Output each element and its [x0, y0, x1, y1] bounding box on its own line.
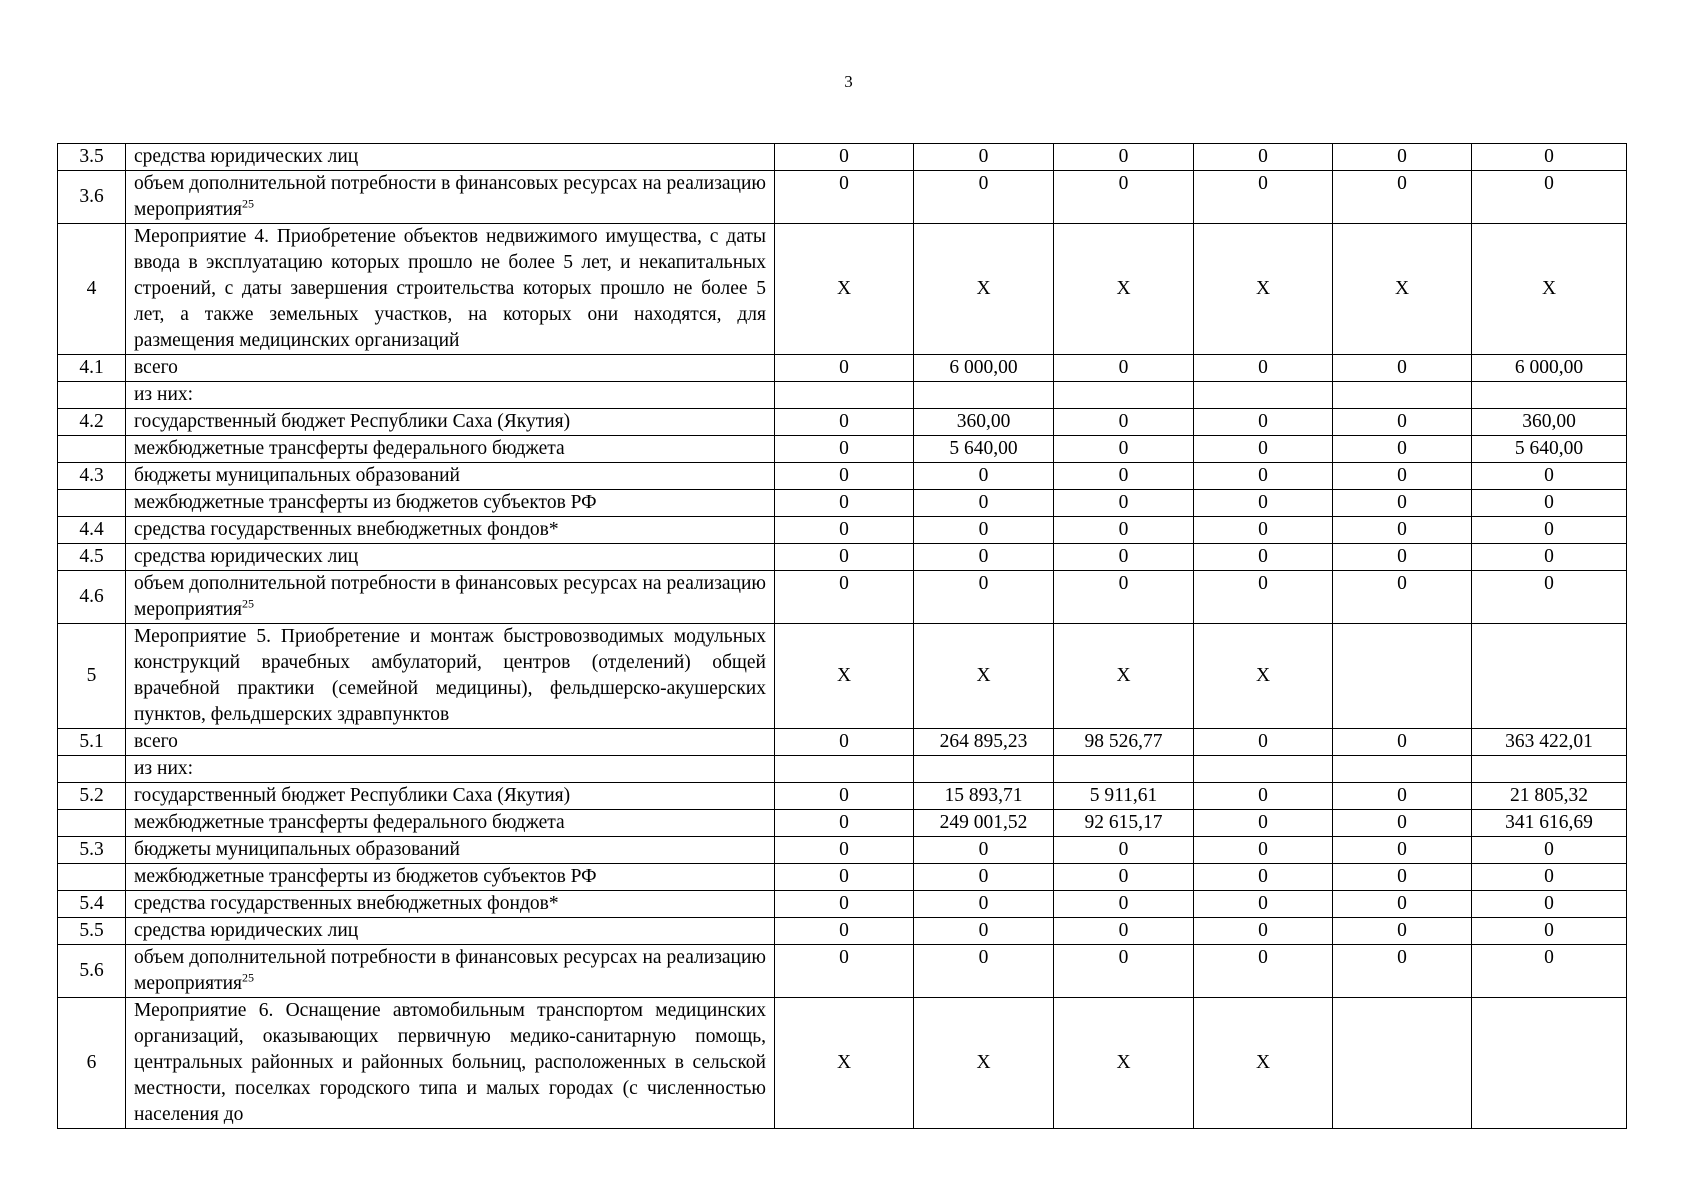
row-number — [58, 436, 126, 463]
value-cell: 0 — [1194, 355, 1333, 382]
value-cell: 0 — [1054, 918, 1194, 945]
row-name-text: бюджеты муниципальных образований — [134, 465, 460, 486]
row-name-text: Мероприятие 6. Оснащение автомобильным транспортом медицинских организаций, оказывающих первичную медико-санитарную помощь, центральных районных и районных больниц, расположенных в сельской местности, поселках городского типа и малых городах (с численностью населения до — [134, 1000, 766, 1125]
value-cell: 0 — [1333, 436, 1472, 463]
row-number: 4.1 — [58, 355, 126, 382]
value-cell: 0 — [1054, 144, 1194, 171]
value-cell: 0 — [1333, 918, 1472, 945]
row-name-text: средства государственных внебюджетных фондов* — [134, 893, 559, 914]
row-number: 5.6 — [58, 945, 126, 998]
value-cell: 0 — [1194, 810, 1333, 837]
row-number: 4 — [58, 224, 126, 355]
value-cell: 0 — [914, 918, 1054, 945]
value-cell: 0 — [1054, 864, 1194, 891]
value-cell: X — [775, 624, 914, 729]
table-row — [58, 382, 1627, 409]
value-cell: 0 — [1194, 945, 1333, 998]
table-row — [58, 624, 1627, 729]
value-cell: 0 — [1472, 945, 1627, 998]
row-name-text: государственный бюджет Республики Саха (Якутия) — [134, 411, 571, 432]
value-cell: 0 — [1194, 490, 1333, 517]
row-name-text: объем дополнительной потребности в финансовых ресурсах на реализацию мероприятия — [134, 573, 766, 620]
value-cell: 0 — [1054, 490, 1194, 517]
value-cell: 0 — [1333, 517, 1472, 544]
value-cell: 0 — [914, 544, 1054, 571]
value-cell: 0 — [1054, 891, 1194, 918]
row-number — [58, 382, 126, 409]
value-cell — [1054, 382, 1194, 409]
table-row — [58, 144, 1627, 171]
row-name — [126, 945, 775, 998]
value-cell: 0 — [1194, 891, 1333, 918]
table-row — [58, 998, 1627, 1129]
row-name-text: всего — [134, 731, 178, 752]
row-number: 5.2 — [58, 783, 126, 810]
row-name-text: бюджеты муниципальных образований — [134, 839, 460, 860]
table-row — [58, 918, 1627, 945]
value-cell: 0 — [775, 810, 914, 837]
value-cell — [1194, 756, 1333, 783]
row-number: 5.5 — [58, 918, 126, 945]
table-row — [58, 729, 1627, 756]
value-cell: 0 — [1333, 891, 1472, 918]
row-name — [126, 409, 775, 436]
value-cell: 0 — [1472, 171, 1627, 224]
value-cell — [1472, 756, 1627, 783]
value-cell: 0 — [775, 144, 914, 171]
value-cell: 0 — [1194, 544, 1333, 571]
table-row — [58, 864, 1627, 891]
value-cell: 363 422,01 — [1472, 729, 1627, 756]
row-number — [58, 490, 126, 517]
table-row — [58, 783, 1627, 810]
value-cell: 0 — [1333, 945, 1472, 998]
row-number: 3.6 — [58, 171, 126, 224]
row-name — [126, 144, 775, 171]
value-cell — [1333, 382, 1472, 409]
value-cell: 15 893,71 — [914, 783, 1054, 810]
value-cell: 0 — [775, 463, 914, 490]
row-name — [126, 998, 775, 1129]
table-body — [58, 144, 1627, 1129]
value-cell: 0 — [1194, 783, 1333, 810]
value-cell: 0 — [775, 517, 914, 544]
row-name — [126, 490, 775, 517]
value-cell: 0 — [1333, 144, 1472, 171]
value-cell: 0 — [775, 945, 914, 998]
row-name — [126, 756, 775, 783]
value-cell: 0 — [1054, 571, 1194, 624]
row-name-text: из них: — [134, 384, 194, 405]
value-cell — [775, 756, 914, 783]
value-cell: 0 — [1333, 463, 1472, 490]
value-cell: 0 — [1194, 837, 1333, 864]
value-cell: 0 — [1333, 837, 1472, 864]
value-cell: 0 — [1194, 864, 1333, 891]
value-cell: 0 — [1472, 918, 1627, 945]
value-cell: 0 — [914, 891, 1054, 918]
value-cell: 0 — [1054, 517, 1194, 544]
value-cell: 249 001,52 — [914, 810, 1054, 837]
value-cell: 0 — [775, 837, 914, 864]
value-cell: 0 — [775, 864, 914, 891]
value-cell: 0 — [1194, 729, 1333, 756]
value-cell: 360,00 — [1472, 409, 1627, 436]
value-cell: 0 — [1333, 729, 1472, 756]
value-cell: X — [1054, 624, 1194, 729]
value-cell: 264 895,23 — [914, 729, 1054, 756]
value-cell — [914, 382, 1054, 409]
table-row — [58, 224, 1627, 355]
table-row — [58, 837, 1627, 864]
value-cell: X — [1333, 224, 1472, 355]
value-cell: 0 — [1472, 837, 1627, 864]
value-cell: 0 — [1472, 490, 1627, 517]
value-cell: 0 — [1333, 810, 1472, 837]
value-cell — [775, 382, 914, 409]
value-cell — [914, 756, 1054, 783]
footnote-ref: 25 — [242, 596, 255, 611]
value-cell: 0 — [775, 729, 914, 756]
row-name — [126, 624, 775, 729]
row-name-text: объем дополнительной потребности в финансовых ресурсах на реализацию мероприятия — [134, 173, 766, 220]
row-number: 4.2 — [58, 409, 126, 436]
row-name — [126, 918, 775, 945]
value-cell: 5 640,00 — [1472, 436, 1627, 463]
value-cell: 0 — [1194, 171, 1333, 224]
value-cell: 0 — [1472, 463, 1627, 490]
value-cell: 0 — [1472, 517, 1627, 544]
value-cell: 6 000,00 — [914, 355, 1054, 382]
table-row — [58, 171, 1627, 224]
value-cell: X — [1194, 624, 1333, 729]
row-number: 4.4 — [58, 517, 126, 544]
value-cell: 341 616,69 — [1472, 810, 1627, 837]
row-number: 3.5 — [58, 144, 126, 171]
table-row — [58, 544, 1627, 571]
value-cell: 0 — [1333, 864, 1472, 891]
value-cell: 0 — [1333, 490, 1472, 517]
row-number: 5.4 — [58, 891, 126, 918]
row-name — [126, 891, 775, 918]
table-row — [58, 571, 1627, 624]
value-cell: X — [914, 998, 1054, 1129]
value-cell: 0 — [1194, 517, 1333, 544]
value-cell: 0 — [1054, 945, 1194, 998]
row-name — [126, 729, 775, 756]
row-name — [126, 171, 775, 224]
value-cell: X — [775, 998, 914, 1129]
value-cell: X — [775, 224, 914, 355]
value-cell: 0 — [1333, 355, 1472, 382]
row-name — [126, 224, 775, 355]
row-name-text: из них: — [134, 758, 194, 779]
value-cell: 0 — [1194, 918, 1333, 945]
value-cell: 0 — [1054, 409, 1194, 436]
row-name-text: средства юридических лиц — [134, 546, 359, 567]
value-cell — [1333, 756, 1472, 783]
row-name-text: государственный бюджет Республики Саха (Якутия) — [134, 785, 571, 806]
row-number: 5.1 — [58, 729, 126, 756]
footnote-ref: 25 — [242, 196, 255, 211]
value-cell: X — [1472, 224, 1627, 355]
value-cell: 0 — [1472, 891, 1627, 918]
value-cell: 0 — [1194, 409, 1333, 436]
value-cell: 0 — [1472, 544, 1627, 571]
value-cell — [1194, 382, 1333, 409]
value-cell: 0 — [914, 837, 1054, 864]
value-cell: X — [1054, 998, 1194, 1129]
table-row — [58, 490, 1627, 517]
row-name — [126, 463, 775, 490]
row-name — [126, 837, 775, 864]
row-name-text: Мероприятие 5. Приобретение и монтаж быстровозводимых модульных конструкций врачебных амбулаторий, центров (отделений) общей врачебной практики (семейной медицины), фельдшерско-акушерских пунктов, фельдшерских здравпунктов — [134, 626, 766, 725]
row-name-text: средства юридических лиц — [134, 920, 359, 941]
value-cell: 0 — [1054, 837, 1194, 864]
table-row — [58, 517, 1627, 544]
budget-table — [57, 143, 1627, 1129]
value-cell: 0 — [1472, 571, 1627, 624]
row-name — [126, 783, 775, 810]
value-cell: 0 — [914, 864, 1054, 891]
row-name-text: объем дополнительной потребности в финансовых ресурсах на реализацию мероприятия — [134, 947, 766, 994]
table-row — [58, 945, 1627, 998]
row-number: 4.3 — [58, 463, 126, 490]
row-name — [126, 810, 775, 837]
value-cell: X — [1194, 224, 1333, 355]
footnote-ref: 25 — [242, 970, 255, 985]
row-name-text: всего — [134, 357, 178, 378]
table-row — [58, 463, 1627, 490]
value-cell: 5 911,61 — [1054, 783, 1194, 810]
value-cell: 0 — [1054, 355, 1194, 382]
value-cell: 0 — [1333, 171, 1472, 224]
value-cell: 0 — [914, 945, 1054, 998]
row-number — [58, 756, 126, 783]
value-cell: 0 — [1054, 463, 1194, 490]
value-cell: 0 — [775, 544, 914, 571]
value-cell: 0 — [1472, 144, 1627, 171]
value-cell: 0 — [775, 571, 914, 624]
table-row — [58, 355, 1627, 382]
table-row — [58, 810, 1627, 837]
value-cell: 0 — [1054, 436, 1194, 463]
value-cell: X — [914, 224, 1054, 355]
row-name — [126, 355, 775, 382]
value-cell: 0 — [775, 436, 914, 463]
value-cell: 0 — [914, 517, 1054, 544]
row-number — [58, 864, 126, 891]
value-cell: 0 — [775, 918, 914, 945]
value-cell: X — [914, 624, 1054, 729]
row-number: 6 — [58, 998, 126, 1129]
table-row — [58, 436, 1627, 463]
value-cell: 0 — [1194, 436, 1333, 463]
value-cell: 0 — [1194, 144, 1333, 171]
value-cell: 0 — [775, 171, 914, 224]
value-cell: 6 000,00 — [1472, 355, 1627, 382]
value-cell: 0 — [1333, 783, 1472, 810]
value-cell: 0 — [1472, 864, 1627, 891]
value-cell — [1333, 624, 1472, 729]
value-cell: 0 — [1054, 544, 1194, 571]
value-cell: 98 526,77 — [1054, 729, 1194, 756]
value-cell: 360,00 — [914, 409, 1054, 436]
row-name-text: межбюджетные трансферты из бюджетов субъектов РФ — [134, 866, 597, 887]
row-name-text: средства государственных внебюджетных фондов* — [134, 519, 559, 540]
table-row — [58, 409, 1627, 436]
value-cell — [1472, 998, 1627, 1129]
value-cell: X — [1054, 224, 1194, 355]
value-cell — [1054, 756, 1194, 783]
value-cell: 92 615,17 — [1054, 810, 1194, 837]
value-cell: 0 — [1194, 463, 1333, 490]
value-cell: 5 640,00 — [914, 436, 1054, 463]
value-cell: 0 — [775, 783, 914, 810]
value-cell — [1333, 998, 1472, 1129]
row-name — [126, 864, 775, 891]
value-cell: 0 — [914, 171, 1054, 224]
row-number: 4.6 — [58, 571, 126, 624]
row-name — [126, 544, 775, 571]
value-cell — [1472, 624, 1627, 729]
value-cell: X — [1194, 998, 1333, 1129]
page-number: 3 — [844, 72, 853, 91]
row-name — [126, 436, 775, 463]
row-number: 5.3 — [58, 837, 126, 864]
value-cell: 0 — [1054, 171, 1194, 224]
row-name-text: межбюджетные трансферты федерального бюджета — [134, 438, 565, 459]
value-cell: 0 — [1333, 409, 1472, 436]
value-cell: 0 — [914, 144, 1054, 171]
row-name-text: Мероприятие 4. Приобретение объектов недвижимого имущества, с даты ввода в эксплуатацию которых прошло не более 5 лет, и некапитальных строений, с даты завершения строительства которых прошло не более 5 лет, а также земельных участков, на которых они находятся, для размещения медицинских организаций — [134, 226, 766, 351]
value-cell: 0 — [775, 409, 914, 436]
value-cell: 0 — [775, 355, 914, 382]
value-cell: 0 — [775, 490, 914, 517]
value-cell — [1472, 382, 1627, 409]
value-cell: 0 — [1194, 571, 1333, 624]
row-name — [126, 571, 775, 624]
row-number: 5 — [58, 624, 126, 729]
value-cell: 0 — [1333, 571, 1472, 624]
table-row — [58, 756, 1627, 783]
value-cell: 0 — [914, 571, 1054, 624]
row-name — [126, 517, 775, 544]
row-name-text: средства юридических лиц — [134, 146, 359, 167]
value-cell: 0 — [775, 891, 914, 918]
value-cell: 0 — [914, 490, 1054, 517]
table-row — [58, 891, 1627, 918]
row-number — [58, 810, 126, 837]
row-number: 4.5 — [58, 544, 126, 571]
value-cell: 0 — [1333, 544, 1472, 571]
value-cell: 0 — [914, 463, 1054, 490]
row-name-text: межбюджетные трансферты из бюджетов субъектов РФ — [134, 492, 597, 513]
row-name — [126, 382, 775, 409]
value-cell: 21 805,32 — [1472, 783, 1627, 810]
row-name-text: межбюджетные трансферты федерального бюджета — [134, 812, 565, 833]
